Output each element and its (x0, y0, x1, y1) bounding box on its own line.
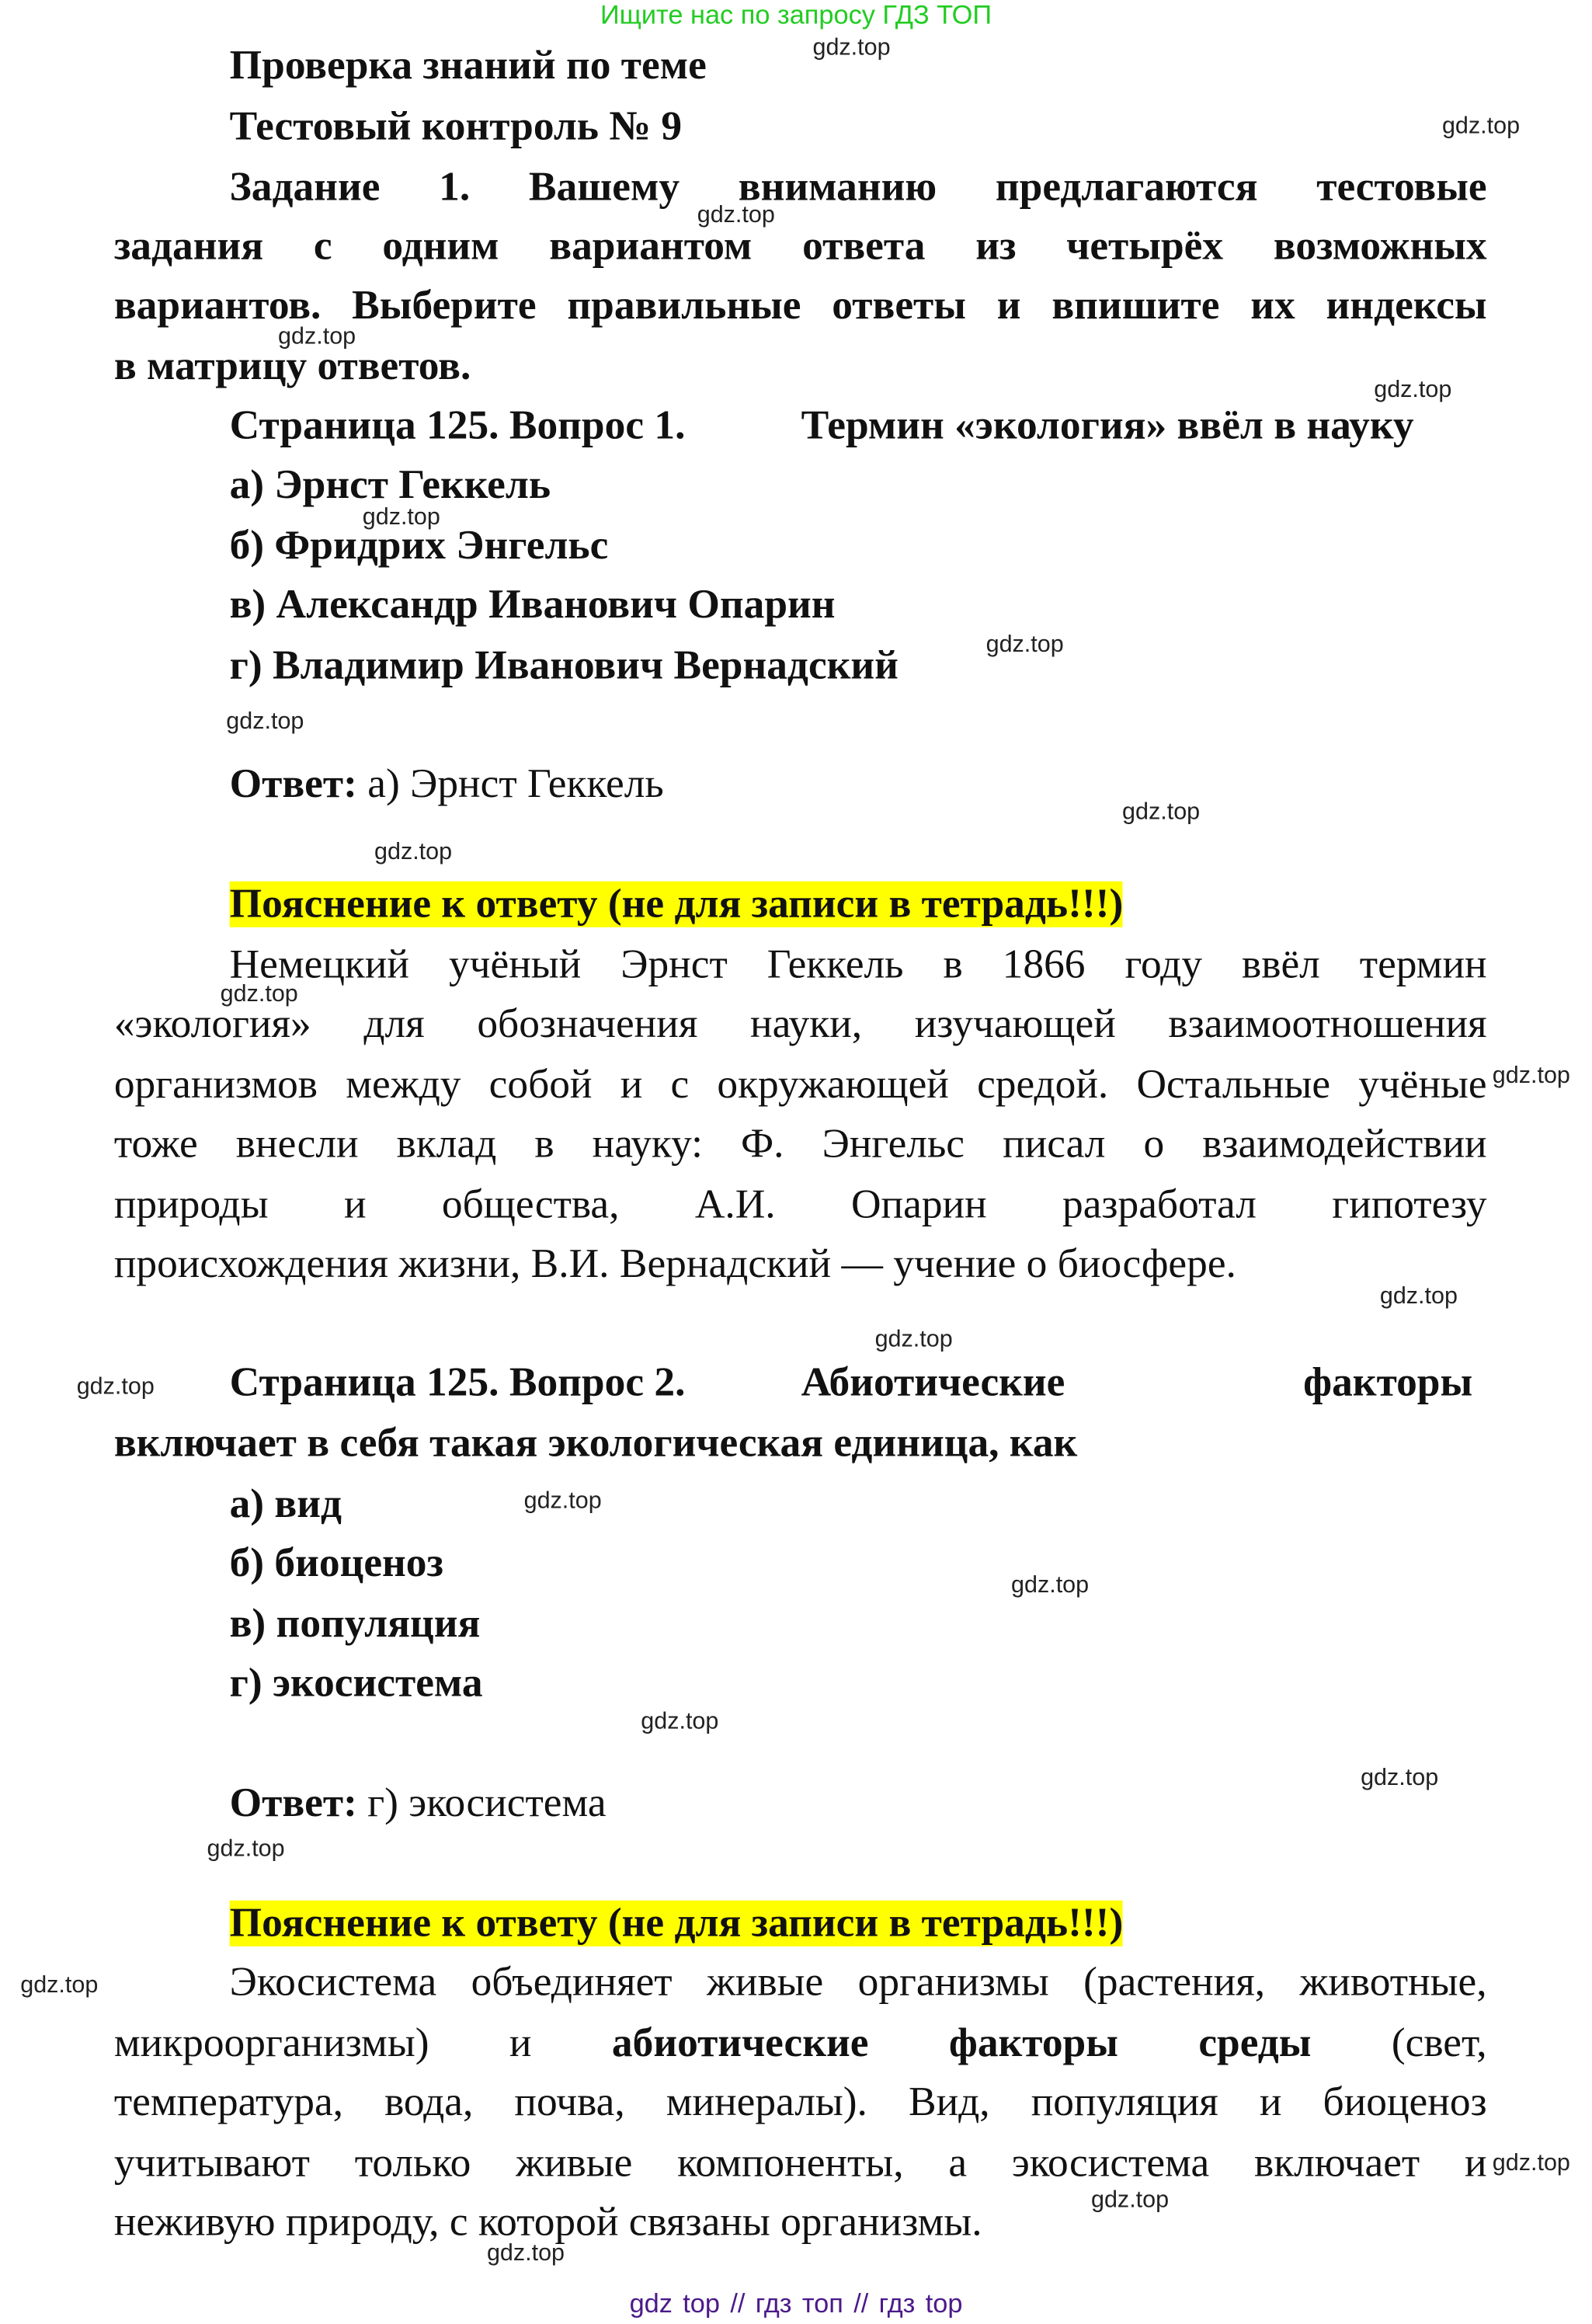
q2-ref: Страница 125. Вопрос 2. (229, 1359, 686, 1406)
q1-explain-line: «экология» для обозначения науки, изучающей взаимоотношения (113, 1001, 1487, 1048)
bold-text: абиотические факторы среды (611, 2020, 1312, 2067)
watermark: gdz.top (207, 1836, 285, 1863)
text: (свет, (1311, 2020, 1487, 2067)
watermark: gdz.top (812, 35, 891, 61)
bottom-banner[interactable]: gdz top // гдз топ // гдз top (629, 2288, 963, 2319)
highlighted-heading: Пояснение к ответу (не для записи в тетрадь!!!) (229, 1900, 1124, 1947)
q1-explain-title (230, 875, 1124, 934)
watermark: gdz.top (374, 840, 453, 865)
task-line: Задание 1. Вашему вниманию предлагаются тестовые (229, 164, 1487, 210)
highlighted-heading: Пояснение к ответу (не для записи в тетрадь!!!) (229, 881, 1124, 927)
q1-option: в) Александр Иванович Опарин (229, 582, 836, 628)
q2-answer (230, 1775, 607, 1834)
q2-explain-line: температура, вода, почва, минералы). Вид, популяция и биоценоз (113, 2079, 1487, 2126)
watermark: gdz.top (523, 1488, 602, 1514)
watermark: gdz.top (697, 203, 775, 228)
answer-label: Ответ: (229, 761, 357, 808)
watermark: gdz.top (1492, 2150, 1570, 2176)
q1-explain-line: Немецкий учёный Эрнст Геккель в 1866 году ввёл термин (229, 941, 1487, 988)
q1-explain-line: происхождения жизни, В.И. Вернадский — учение о биосфере. (113, 1241, 1236, 1288)
watermark: gdz.top (641, 1709, 719, 1735)
watermark: gdz.top (1492, 1063, 1570, 1089)
q1-explain-line: природы и общества, А.И. Опарин разработал гипотезу (113, 1181, 1487, 1228)
task-line: вариантов. Выберите правильные ответы и впишите их индексы (113, 283, 1487, 329)
watermark: gdz.top (1090, 2187, 1170, 2214)
watermark: gdz.top (362, 505, 440, 531)
watermark: gdz.top (1361, 1766, 1439, 1791)
watermark: gdz.top (226, 709, 304, 735)
q1-option: г) Владимир Иванович Вернадский (229, 642, 899, 689)
q2-text-b: факторы (1303, 1359, 1473, 1406)
q2-text-line2: включает в себя такая экологическая единица, как (113, 1420, 1078, 1466)
q1-option: а) Эрнст Геккель (229, 461, 551, 509)
q1-explain-line: организмов между собой и с окружающей средой. Остальные учёные (113, 1062, 1487, 1108)
q2-explain-line: неживую природу, с которой связаны организмы. (113, 2199, 982, 2246)
q2-explain-title (230, 1894, 1124, 1953)
watermark: gdz.top (1441, 113, 1521, 140)
q1-ref: Страница 125. Вопрос 1. (229, 402, 686, 449)
q2-text-a: Абиотические (801, 1359, 1065, 1406)
q2-option: в) популяция (229, 1601, 481, 1647)
watermark: gdz.top (1379, 1284, 1458, 1310)
q2-explain-line: учитывают только живые компоненты, а экосистема включает и (113, 2140, 1487, 2187)
page-subtitle: Тестовый контроль № 9 (229, 103, 683, 150)
watermark: gdz.top (874, 1327, 953, 1353)
q2-option: а) вид (229, 1481, 342, 1528)
task-line: задания с одним вариантом ответа из четырёх возможных (113, 223, 1487, 270)
q1-text: Термин «экология» ввёл в науку (801, 402, 1414, 449)
watermark: gdz.top (1374, 377, 1452, 403)
top-banner[interactable]: Ищите нас по запросу ГДЗ ТОП (600, 0, 992, 30)
watermark: gdz.top (985, 632, 1064, 658)
watermark: gdz.top (486, 2241, 565, 2267)
q2-explain-line (114, 2015, 1487, 2074)
answer-value: г) экосистема (356, 1780, 607, 1827)
watermark: gdz.top (1011, 1573, 1090, 1599)
q2-option: г) экосистема (229, 1660, 483, 1706)
task-line: в матрицу ответов. (113, 343, 471, 390)
q1-option: б) Фридрих Энгельс (229, 523, 609, 569)
q2-option: б) биоценоз (229, 1540, 443, 1587)
watermark: gdz.top (220, 982, 298, 1007)
q1-explain-line: тоже внесли вклад в науку: Ф. Энгельс писал о взаимодействии (113, 1121, 1487, 1167)
watermark: gdz.top (76, 1374, 155, 1400)
watermark: gdz.top (278, 324, 356, 350)
text: микроорганизмы) и (113, 2020, 612, 2067)
q2-explain-line: Экосистема объединяет живые организмы (растения, животные, (229, 1959, 1487, 2006)
watermark: gdz.top (1122, 799, 1201, 826)
watermark: gdz.top (20, 1973, 99, 1999)
answer-label: Ответ: (229, 1780, 357, 1827)
answer-value: а) Эрнст Геккель (356, 761, 664, 808)
page-title: Проверка знаний по теме (229, 43, 707, 89)
q1-answer (230, 756, 664, 815)
